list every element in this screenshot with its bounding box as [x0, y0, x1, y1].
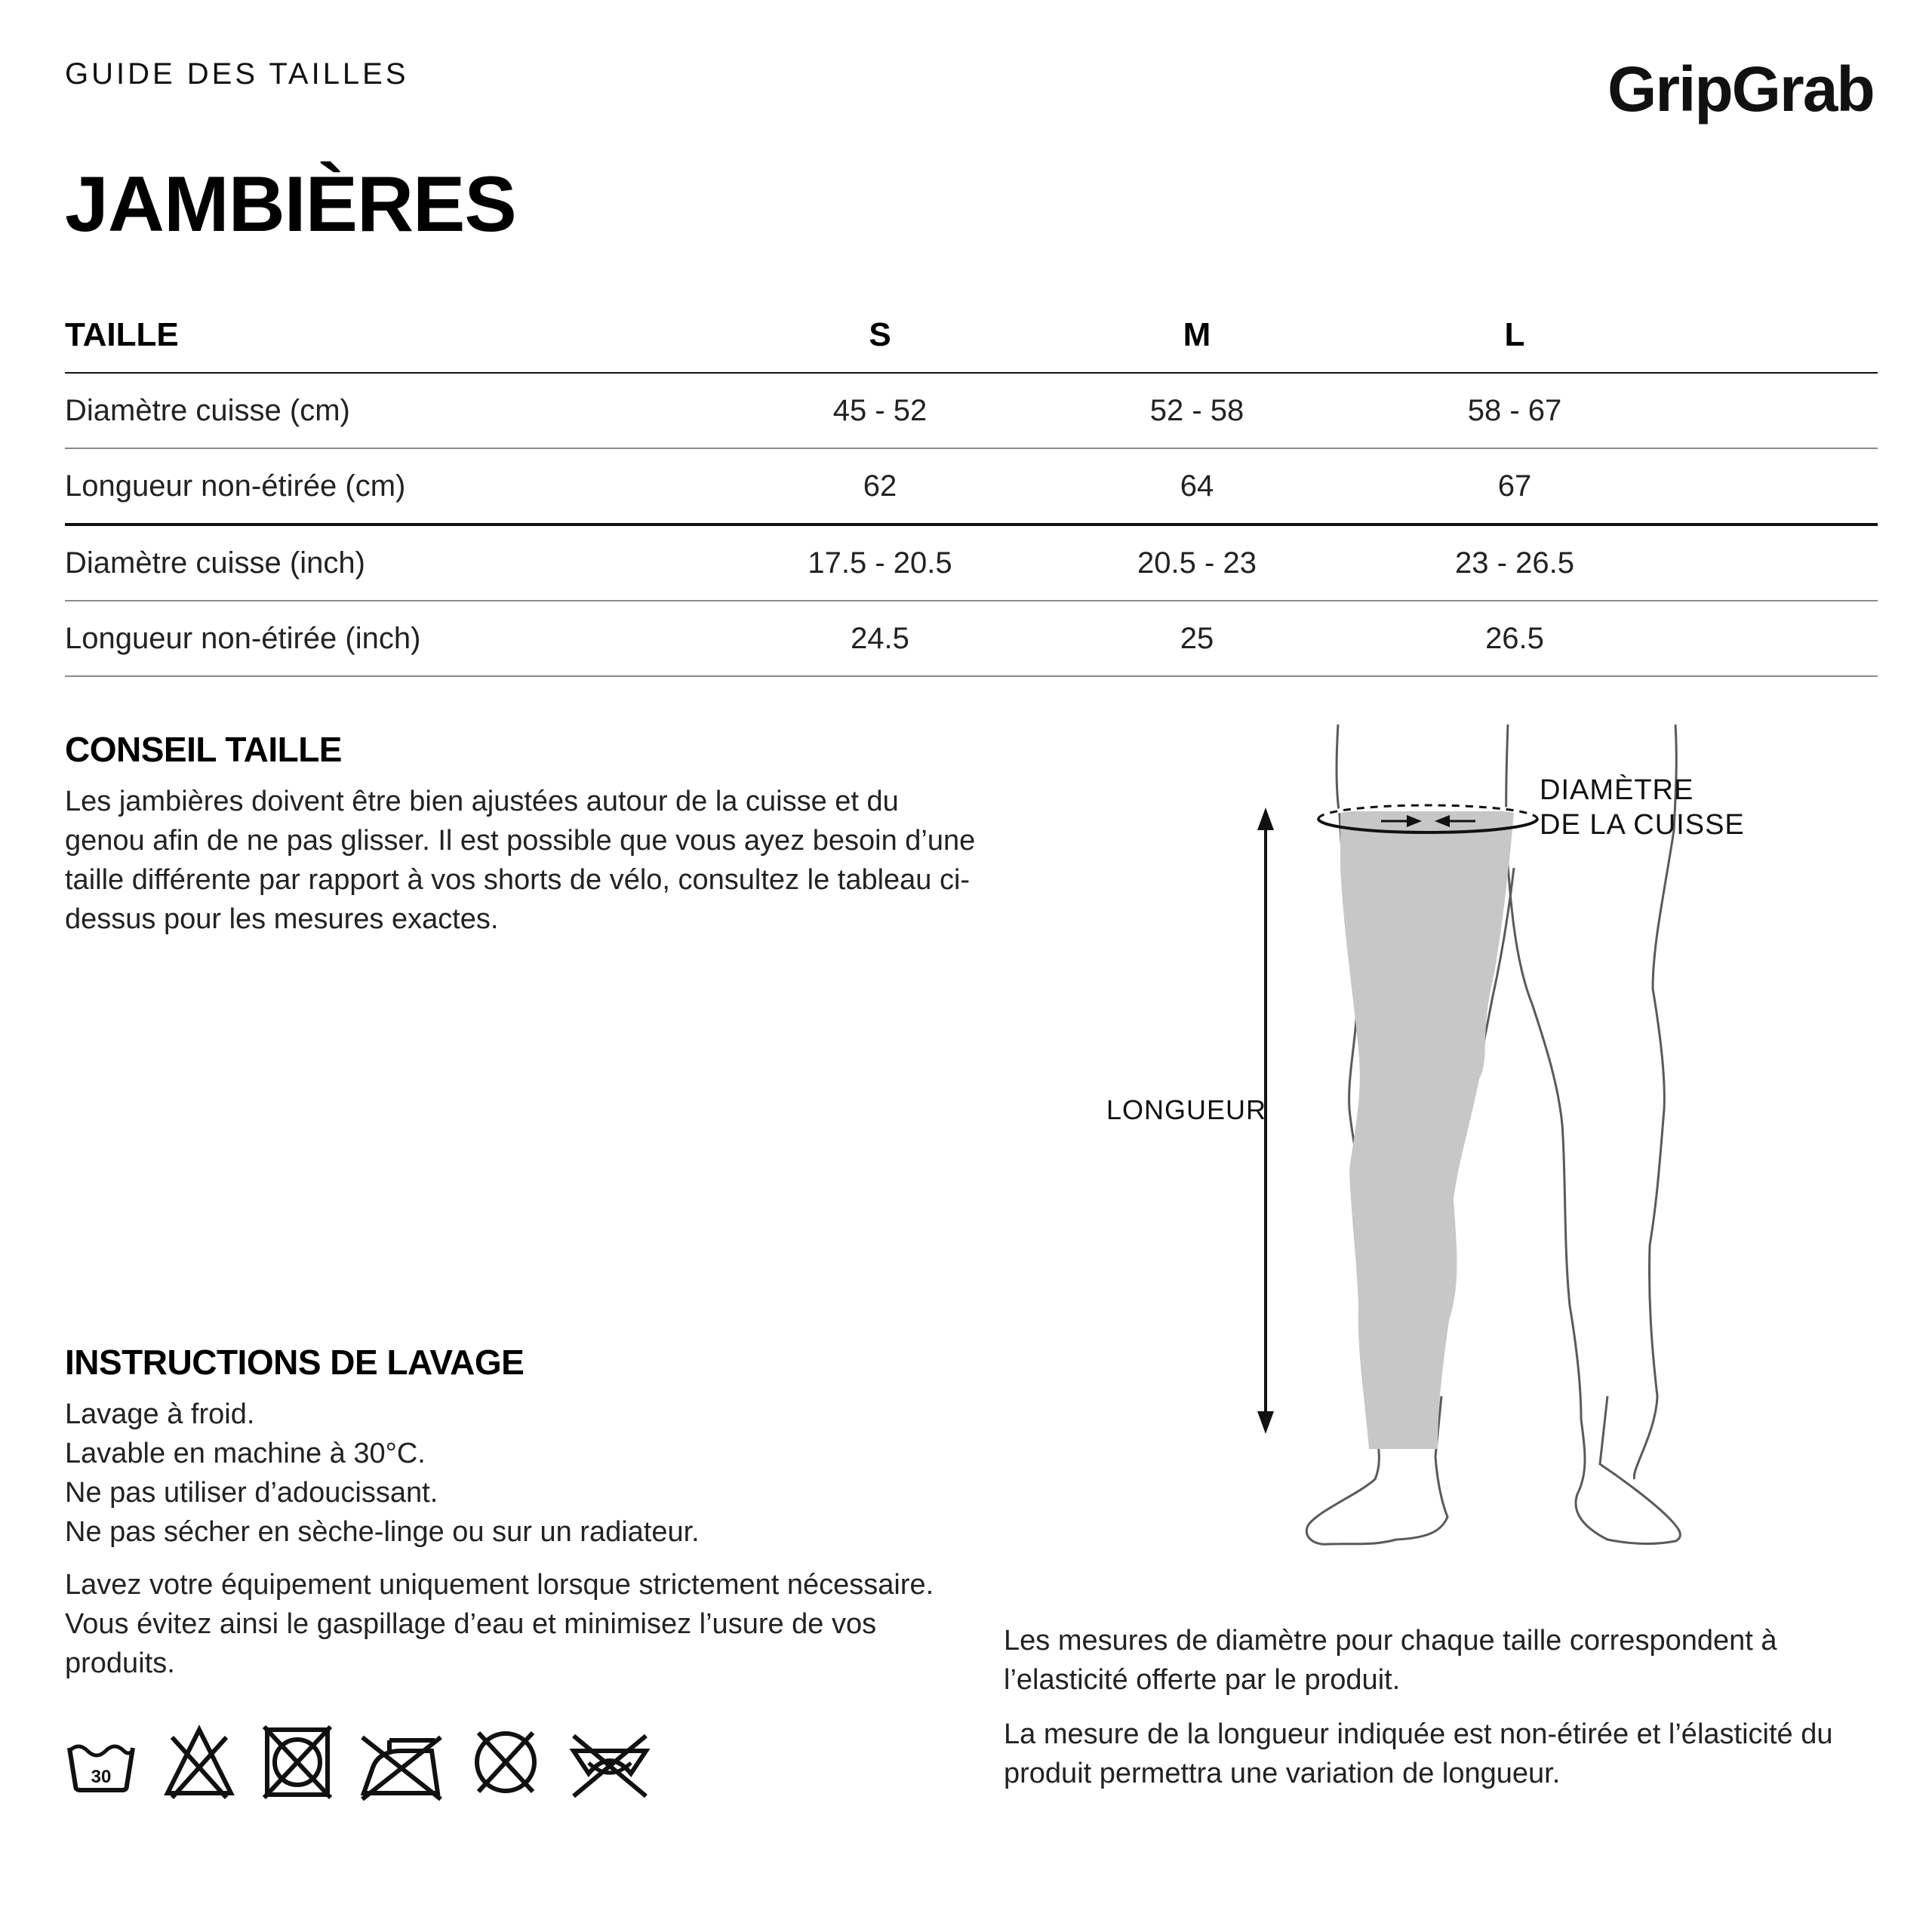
cell-value: 24.5: [851, 622, 909, 655]
cell-value: 17.5 - 20.5: [808, 546, 952, 580]
length-label: LONGUEUR: [1106, 1094, 1267, 1125]
advice-title: CONSEIL TAILLE: [65, 730, 342, 769]
page-title: JAMBIÈRES: [65, 161, 516, 248]
size-table: [65, 298, 1878, 677]
legwarmer-fill: [1340, 811, 1514, 1449]
advice-text: Les jambières doivent être bien ajustées autour de la cuisse et du genou afin de ne pas glisser. Il est possible que vous ayez besoin d’une taille différente par rapport à vos shorts de vélo, consultez le tableau ci-dessus pour les mesures exactes.: [65, 786, 976, 935]
no-wring-icon: [566, 1721, 654, 1804]
cell-value: 64: [1180, 469, 1214, 503]
no-bleach-icon: [162, 1721, 237, 1804]
header-size-s: S: [869, 316, 891, 353]
diameter-label: [1540, 773, 1745, 842]
cell-value: 62: [863, 469, 897, 503]
note-diameter: Les mesures de diamètre pour chaque taille correspondent à l’elasticité offerte par le produit.: [1004, 1625, 1777, 1696]
diameter-label-line: DIAMÈTRE: [1540, 774, 1694, 806]
no-tumble-dry-icon: [260, 1721, 335, 1804]
cell-value: 58 - 67: [1467, 394, 1562, 427]
header-size-m: M: [1183, 316, 1211, 353]
header-label: TAILLE: [65, 316, 179, 353]
wash-30-icon: [65, 1721, 137, 1804]
cell-value: 20.5 - 23: [1137, 546, 1257, 580]
cell-value: 45 - 52: [832, 394, 928, 427]
wash-temperature: 30: [91, 1767, 112, 1787]
washing-line: Lavable en machine à 30°C.: [65, 1438, 426, 1469]
cell-value: 23 - 26.5: [1455, 546, 1574, 580]
measurement-notes: [1004, 1621, 1887, 1808]
row-label: Longueur non-étirée (inch): [65, 622, 421, 655]
table-row: [65, 601, 1878, 677]
washing-lines: [65, 1395, 971, 1552]
size-table-header: [65, 298, 1878, 374]
washing-line: Ne pas sécher en sèche-linge ou sur un radiateur.: [65, 1516, 700, 1548]
note-length: La mesure de la longueur indiquée est non-étirée et l’élasticité du produit permettra une variation de longueur.: [1004, 1718, 1833, 1789]
table-row: [65, 449, 1878, 526]
no-iron-icon: [356, 1721, 447, 1804]
brand-logo: GripGrab: [1607, 54, 1874, 125]
header-size-l: L: [1504, 316, 1525, 353]
guide-eyebrow: GUIDE DES TAILLES: [65, 57, 409, 91]
care-symbols: [65, 1721, 654, 1811]
leg-diagram: [1004, 717, 1924, 1600]
row-label: Longueur non-étirée (cm): [65, 469, 406, 503]
table-row: [65, 374, 1878, 449]
washing-title: INSTRUCTIONS DE LAVAGE: [65, 1343, 525, 1382]
no-dry-clean-icon: [468, 1721, 543, 1804]
row-label: Diamètre cuisse (inch): [65, 546, 365, 580]
washing-line: Ne pas utiliser d’adoucissant.: [65, 1477, 438, 1509]
washing-extra-text: Lavez votre équipement uniquement lorsque strictement nécessaire. Vous évitez ainsi le gaspillage d’eau et minimisez l’usure de vos produits.: [65, 1569, 934, 1679]
cell-value: 52 - 58: [1149, 394, 1244, 427]
cell-value: 25: [1180, 622, 1214, 655]
row-label: Diamètre cuisse (cm): [65, 394, 350, 427]
table-row: [65, 526, 1878, 601]
cell-value: 67: [1497, 469, 1532, 503]
washing-line: Lavage à froid.: [65, 1398, 255, 1430]
cell-value: 26.5: [1485, 622, 1544, 655]
diameter-label-line: DE LA CUISSE: [1540, 809, 1745, 841]
